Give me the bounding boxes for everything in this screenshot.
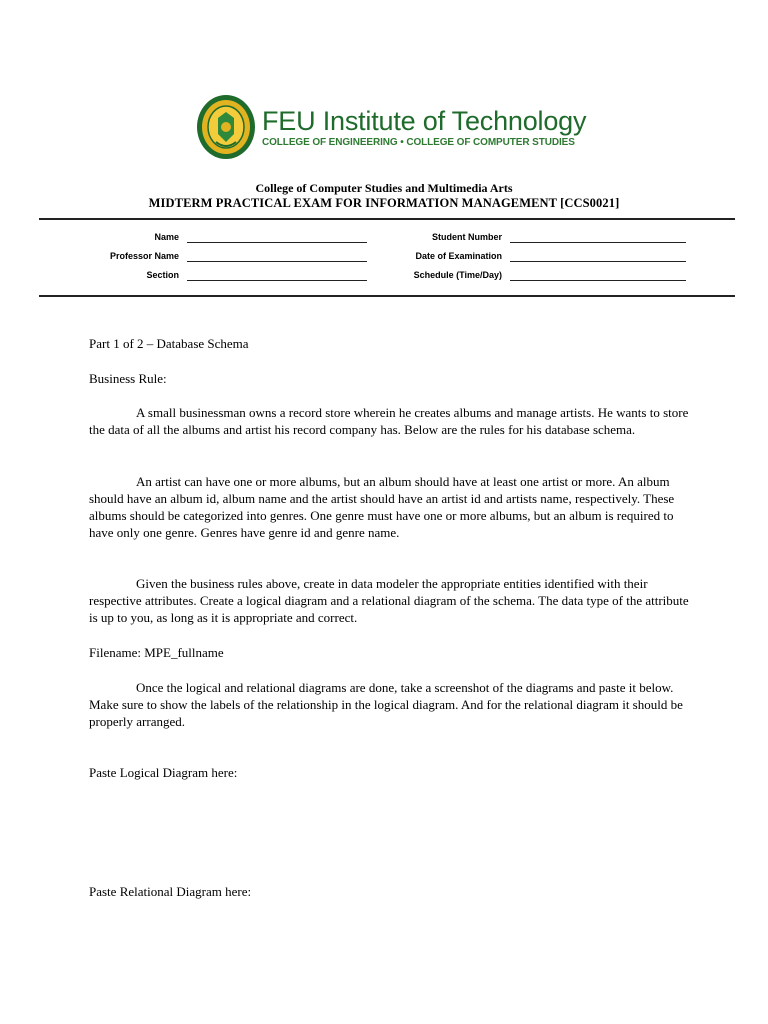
relational-diagram-prompt: Paste Relational Diagram here: — [89, 884, 252, 899]
top-divider — [39, 218, 735, 220]
name-field — [40, 232, 367, 243]
professor-label: Professor Name — [109, 251, 179, 261]
name-label: Name — [154, 232, 179, 242]
institution-subtitle: COLLEGE OF ENGINEERING • COLLEGE OF COMPUTER STUDIES — [262, 137, 575, 148]
date-input-line[interactable] — [510, 251, 686, 262]
institution-name: FEU Institute of Technology — [262, 106, 587, 136]
professor-input-line[interactable] — [187, 251, 367, 262]
professor-field — [40, 251, 367, 262]
schedule-label: Schedule (Time/Day) — [413, 270, 502, 280]
section-label: Section — [146, 270, 179, 280]
logical-diagram-prompt: Paste Logical Diagram here: — [89, 765, 238, 780]
name-input-line[interactable] — [187, 232, 367, 243]
exam-title: MIDTERM PRACTICAL EXAM FOR INFORMATION MANAGEMENT [CCS0021] — [148, 196, 620, 210]
section-input-line[interactable] — [187, 270, 367, 281]
schedule-field — [344, 270, 686, 281]
date-field — [344, 251, 686, 262]
feu-seal-icon — [196, 94, 256, 160]
institution-header — [196, 92, 586, 162]
college-name: College of Computer Studies and Multimedia Arts — [255, 181, 513, 195]
business-rule-heading: Business Rule: — [89, 371, 167, 386]
paragraph-2: An artist can have one or more albums, but an album should have at least one artist or more. An album should have an album id, album name and the artist should have an artist id and artists name, respectively. These albums should be categorized into genres. One genre must have one or more albums, but an album is required to have only one genre. Genres have genre id and genre name. — [89, 474, 675, 540]
paragraph-1: A small businessman owns a record store wherein he creates albums and manage artists. He wants to store the data of all the albums and artist his record company has. Below are the rules for his database schema. — [89, 405, 689, 437]
paragraph-4: Once the logical and relational diagrams are done, take a screenshot of the diagrams and paste it below. Make sure to show the labels of the relationship in the logical diagram. And for the relational diagram it should be properly arranged. — [89, 680, 683, 729]
student-number-input-line[interactable] — [510, 232, 686, 243]
date-label: Date of Examination — [415, 251, 502, 261]
student-number-label: Student Number — [431, 232, 502, 242]
bottom-divider — [39, 295, 735, 297]
section-field — [40, 270, 367, 281]
part-heading: Part 1 of 2 – Database Schema — [89, 336, 249, 351]
student-number-field — [344, 232, 686, 243]
filename-line: Filename: MPE_fullname — [89, 645, 224, 660]
paragraph-3: Given the business rules above, create in data modeler the appropriate entities identified with their respective attributes. Create a logical diagram and a relational diagram of the schema. The data type of the attribute is up to you, as long as it is appropriate and correct. — [89, 576, 689, 625]
schedule-input-line[interactable] — [510, 270, 686, 281]
